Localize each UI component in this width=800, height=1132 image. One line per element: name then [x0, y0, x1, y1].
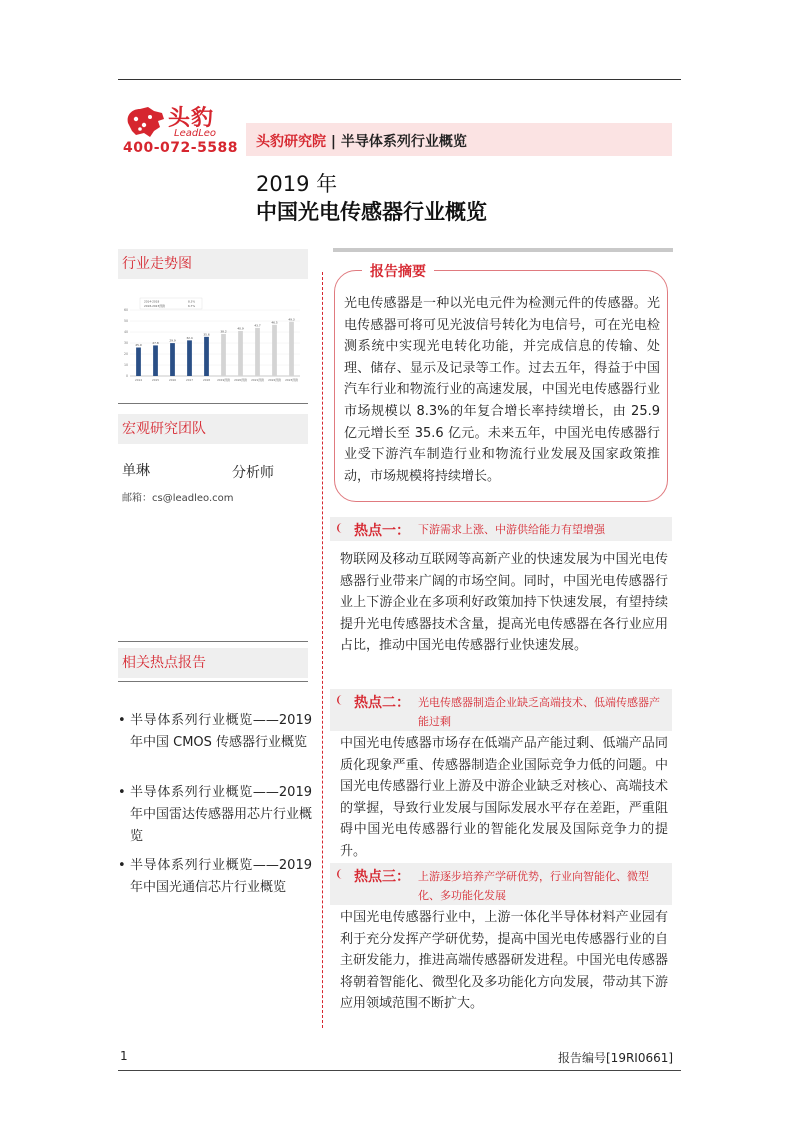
summary-text: 光电传感器是一种以光电元件为检测元件的传感器。光电传感器可将可见光波信号转化为电信号，可在光电检测系统中实现光电转化功能，并完成信息的传输、处理、储存、显示及记录等工作。过去五年，得益于中国汽车行业和物流行业的高速发展，中国光电传感器行业市场规模以 8.3%的年复合增长率持续增长，由 25.9 亿元增长至 35.6 亿元。未来五年，中国光电传感器行业受下游汽车制造行业和物流行业发展及国家政策推动，市场规模将持续增长。 — [344, 296, 660, 484]
email-address[interactable]: cs@leadleo.com — [152, 493, 234, 504]
x-tick-label: 2022预测 — [268, 378, 281, 382]
data-label: 29.9 — [169, 338, 176, 343]
related-report-item[interactable] — [118, 782, 312, 848]
title-underline — [333, 248, 673, 252]
hotspot-marker-icon — [333, 522, 345, 534]
x-tick-label: 2014 — [134, 378, 143, 382]
summary-heading: 报告摘要 — [362, 261, 434, 281]
hotspot-marker-icon — [333, 868, 345, 880]
brand-phone: 400-072-5588 — [123, 140, 239, 156]
page-title: 中国光电传感器行业概览 — [256, 200, 487, 224]
related-report-item[interactable] — [118, 855, 312, 899]
institute-name: 头豹研究院 — [256, 134, 326, 150]
team-heading: 宏观研究团队 — [118, 414, 308, 444]
hotspot-1-label: 热点一： — [354, 523, 410, 539]
x-tick-label: 2020预测 — [234, 378, 247, 382]
data-label: 27.8 — [152, 340, 159, 345]
data-label: 25.9 — [135, 343, 142, 348]
bar — [153, 345, 158, 376]
y-tick-label: 60 — [123, 308, 128, 313]
hotspot-3-bar — [330, 863, 672, 905]
bullet-icon: • — [118, 858, 126, 873]
legend-label: 2018-2023预测 — [144, 304, 165, 308]
report-code: 报告编号[19RI0661] — [558, 1051, 674, 1065]
brand-name-cn: 头豹 — [168, 106, 215, 131]
bullet-icon: • — [118, 713, 126, 728]
brand-name-en: LeadLeo — [174, 128, 217, 139]
x-tick-label: 2021预测 — [251, 378, 264, 382]
hotspot-2-bar — [330, 689, 672, 731]
header-separator: | — [330, 134, 336, 150]
legend-value: 8.3% — [188, 299, 196, 304]
legend-label: 2014-2018 — [144, 299, 160, 304]
bar — [136, 348, 141, 376]
hotspot-2-text: 中国光电传感器市场存在低端产品产能过剩、低端产品同质化现象严重、传感器制造企业国际竞争力低的问题。中国光电传感器行业上游及中游企业缺乏对核心、高端技术的掌握，导致行业发展与国际发展水平存在差距，严重阻碍中国光电传感器行业的智能化发展及国际竞争力的提升。 — [340, 736, 668, 859]
related-report-title: 半导体系列行业概览——2019 年中国 CMOS 传感器行业概览 — [130, 713, 312, 750]
data-label: 43.7 — [254, 323, 261, 328]
divider — [118, 403, 308, 404]
bar — [238, 331, 243, 376]
page-number: 1 — [120, 1049, 128, 1063]
hotspot-marker-icon — [333, 694, 345, 706]
hotspot-2-label: 热点二： — [354, 695, 410, 711]
x-tick-label: 2019预测 — [217, 378, 230, 382]
hotspot-3-desc: 上游逐步培养产学研优势，行业向智能化、微型化、多功能化发展 — [418, 870, 649, 902]
trend-chart — [118, 296, 304, 388]
x-tick-label: 2017 — [185, 378, 194, 382]
x-tick-label: 2023预测 — [285, 378, 298, 382]
related-heading: 相关热点报告 — [118, 648, 308, 678]
x-tick-label: 2018 — [202, 378, 211, 382]
hotspot-1-text: 物联网及移动互联网等高新产业的快速发展为中国光电传感器行业带来广阔的市场空间。同时，中国光电传感器行业上下游企业在多项利好政策加持下快速发展，有望持续提升光电传感器技术含量，提高光电传感器在各行业应用占比，推动中国光电传感器行业快速发展。 — [340, 552, 668, 654]
bar — [204, 337, 209, 376]
y-tick-label: 20 — [123, 352, 128, 357]
analyst-name: 单琳 — [122, 463, 150, 479]
divider — [118, 681, 308, 682]
y-tick-label: 30 — [123, 341, 128, 346]
x-tick-label: 2016 — [168, 378, 177, 382]
data-label: 49.3 — [288, 317, 295, 322]
hotspot-3-text: 中国光电传感器行业中，上游一体化半导体材料产业园有利于充分发挥产学研优势，提高中国光电传感器行业的自主研发能力，推进高端传感器研发进程。中国光电传感器将朝着智能化、微型化及多功能化方向发展，带动其下游应用领域范围不断扩大。 — [340, 910, 668, 1012]
bar — [170, 343, 175, 376]
x-tick-label: 2015 — [151, 378, 160, 382]
leopard-icon — [128, 107, 164, 137]
bar — [289, 322, 294, 376]
data-label: 46.5 — [271, 320, 278, 325]
hotspot-1-desc: 下游需求上涨、中游供给能力有望增强 — [418, 523, 605, 536]
data-label: 32.4 — [186, 335, 193, 340]
bar — [272, 325, 277, 376]
y-tick-label: 50 — [123, 319, 128, 324]
y-tick-label: 40 — [123, 330, 128, 335]
related-report-title: 半导体系列行业概览——2019 年中国雷达传感器用芯片行业概览 — [130, 785, 313, 844]
y-tick-label: 10 — [123, 363, 128, 368]
trend-heading: 行业走势图 — [118, 249, 308, 279]
hotspot-3-label: 热点三： — [354, 869, 410, 885]
header-title — [256, 131, 467, 151]
related-report-title: 半导体系列行业概览——2019 年中国光通信芯片行业概览 — [130, 858, 312, 895]
data-label: 40.9 — [237, 326, 244, 331]
legend-value: 6.7% — [188, 304, 196, 308]
related-report-item[interactable] — [118, 710, 312, 754]
title-year: 2019 年 — [256, 172, 338, 196]
bullet-icon: • — [118, 785, 126, 800]
bar — [187, 340, 192, 376]
data-label: 38.2 — [220, 329, 227, 334]
analyst-email — [122, 489, 234, 504]
top-rule — [118, 79, 681, 80]
analyst-role: 分析师 — [232, 465, 274, 481]
data-label: 35.6 — [203, 332, 210, 337]
series-name: 半导体系列行业概览 — [340, 134, 467, 150]
divider — [118, 641, 308, 642]
column-divider — [322, 272, 323, 1028]
footer-rule — [118, 1070, 681, 1071]
hotspot-1-bar — [330, 517, 672, 541]
bar — [255, 328, 260, 376]
email-label: 邮箱： — [122, 493, 152, 504]
y-tick-label: 0 — [125, 374, 128, 379]
hotspot-2-desc: 光电传感器制造企业缺乏高端技术、低端传感器产能过剩 — [418, 696, 660, 728]
bar — [221, 334, 226, 376]
